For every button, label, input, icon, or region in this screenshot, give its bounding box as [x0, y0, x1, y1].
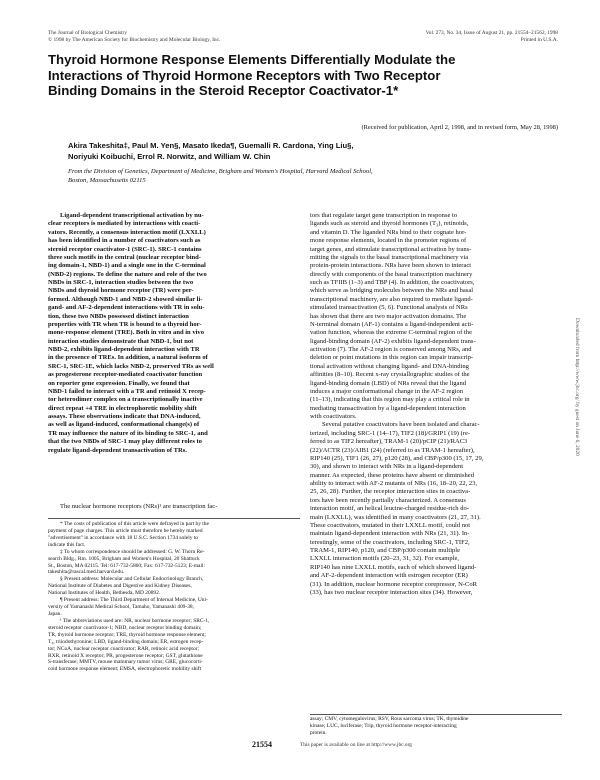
body-line: induces a major conformational change in the AF-2 region	[310, 387, 464, 395]
body-line: activation (7). The AF-2 region is conserved among NRs, and	[310, 346, 472, 353]
body-text-right-column	[310, 212, 562, 597]
body-line: directly with components of the basal transcription machinery	[310, 270, 473, 278]
abstract-line: on reporter gene expression. Finally, we found that	[48, 379, 190, 387]
body-line: terestingly, some of the coactivators, including SRC-1, TIF2,	[310, 538, 470, 546]
abstract-line: interaction studies demonstrate that NBD-1, but not	[48, 337, 194, 345]
abstract-line: NBDs in SRC-1, interaction studies between the two	[48, 279, 194, 286]
footnote-line: versity of Yamanashi Medical School, Tamaho, Yamanashi 409-38,	[48, 604, 195, 611]
abstract-line: NBD-2, exhibits ligand-dependent interaction with TR	[48, 346, 200, 353]
body-line: mitting the signals to the basal transcriptional machinery via	[310, 253, 469, 261]
received-dates: (Received for publication, April 2, 1998, and in revised form, May 28, 1998)	[361, 124, 558, 131]
page-number: 21554	[252, 740, 272, 749]
footnote-line: T₃, triiodothyronine; LBD, ligand-binding domain; ER, estrogen recep-	[48, 638, 204, 645]
abstract-line: properties with TR when TR is bound to a thyroid hor-	[48, 320, 202, 328]
abstract-line: vators. Recently, a consensus interaction motif (LXXLL)	[48, 228, 206, 236]
body-line: ligand-binding domain (AF-2) exhibits ligand-dependent trans-	[310, 337, 476, 345]
intro-paragraph	[48, 503, 300, 511]
abstract-line: has been identified in a number of coactivators such as	[48, 237, 201, 245]
body-line: and vitamin D. The liganded NRs bind to their cognate hor-	[310, 228, 467, 236]
body-line: 25, 26, 28). Further, the receptor interaction sites in coactiva-	[310, 488, 471, 496]
body-line: stimulated transactivation (5, 6). Functional analysis of NRs	[310, 304, 468, 312]
footnote-line: steroid receptor coactivator-1; NBD, nuclear receptor binding domain;	[48, 624, 202, 631]
printed-line: Printed in U.S.A.	[520, 36, 558, 43]
body-line: transcriptional machinery, are also required to mediate ligand-	[310, 295, 473, 303]
footnotes-continued	[310, 716, 562, 737]
affiliation-line: From the Division of Genetics, Department of Medicine, Brigham and Women's Hospital, Harvard Medical School,	[68, 168, 373, 175]
footnote-line: ‡ To whom correspondence should be addressed: G. W. Thorn Re-	[60, 548, 205, 555]
title-line: Thyroid Hormone Response Elements Differentially Modulate the	[48, 52, 456, 67]
body-line: These coactivators, mutated in their LXXLL motif, could not	[310, 521, 471, 529]
intro-line: The nuclear hormone receptors (NRs)¹ are transcription fac-	[60, 503, 218, 510]
body-line: RIP140 has nine LXXLL motifs, each of which showed ligand-	[310, 563, 477, 571]
body-line: vation function, whereas the extreme C-terminal region of the	[310, 329, 472, 337]
body-line: terized, including SRC-1 (14–17), TIF2 (18)/GRIP1 (19) (re-	[310, 429, 471, 437]
journal-name: The Journal of Biological Chemistry	[48, 30, 128, 36]
article-title	[48, 52, 558, 99]
footnote-line: * The costs of publication of this article were defrayed in part by the	[60, 521, 209, 527]
body-line: LXXLL interaction motifs (20–23, 31, 32). For example,	[310, 555, 460, 563]
copyright-line: © 1998 by The American Society for Biochemistry and Molecular Biology, Inc.	[48, 36, 221, 43]
footnote-line: National Institutes of Health, Bethesda, MD 20892.	[48, 590, 161, 597]
abstract-line: steroid receptor coactivator-1 (SRC-1). SRC-1 contains	[48, 245, 202, 253]
body-line: ferred to as TIF2 hereafter), TRAM-1 (20)/pCIP (21)/RAC3	[310, 438, 468, 446]
abstract-line: NBDs and thyroid hormone receptor (TR) were per-	[48, 287, 194, 295]
author-line: Noriyuki Koibuchi, Errol R. Norwitz, and William W. Chin	[68, 151, 271, 161]
body-line: main (LXXLL), was identified in many coactivators (21, 27, 31).	[310, 513, 481, 521]
footnote-line: protein.	[310, 729, 327, 736]
abstract	[48, 212, 300, 455]
footnote-line: TR, thyroid hormone receptor; TRE, thyroid hormone response element;	[48, 631, 206, 638]
footnote-line: takeshita@rascal.med.harvard.edu.	[48, 569, 125, 576]
abstract-line: as progesterone receptor-mediated coactivator function	[48, 371, 203, 379]
journal-header-left	[48, 30, 220, 43]
footnote-line: assay; CMV, cytomegalovirus; RSV, Rous sarcoma virus; TK, thymidine	[310, 716, 469, 722]
title-line: Binding Domains in the Steroid Receptor Coactivator-1*	[48, 83, 399, 98]
author-line: Akira Takeshita‡, Paul M. Yen§, Masato Ikeda¶, Guemalli R. Cardona, Ying Liu§,	[68, 141, 354, 150]
footnote-line: ¹ The abbreviations used are: NR, nuclear hormone receptor; SRC-1,	[60, 617, 210, 624]
footnote-line: National Institute of Diabetes and Digestive and Kidney Diseases,	[48, 583, 192, 590]
abstract-line: tor heterodimer complex on a transcriptionally inactive	[48, 396, 203, 404]
footnote-line: tor; NCoA, nuclear receptor coactivator; RAR, retinoic acid receptor;	[48, 645, 199, 652]
abstract-line: ing domain-1, NBD-1) and a single one in the C-terminal	[48, 262, 206, 270]
body-line: and AF-2-dependent interaction with estrogen receptor (ER)	[310, 572, 468, 580]
footnote-line: "advertisement" in accordance with 18 U.S.C. Section 1734 solely to	[48, 534, 199, 541]
footnote-line: Japan.	[48, 610, 62, 617]
footnote-line: § Present address: Molecular and Cellular Endocrinology Branch,	[60, 576, 204, 583]
body-line: ability to interact with AF-2 mutants of NRs (16, 18–20, 22, 23,	[310, 480, 478, 487]
body-line: (31). In addition, nuclear hormone receptor corepressor, N-CoR	[310, 580, 477, 588]
footnote-line: search Bldg., Rm. 1005, Brigham and Women's Hospital, 20 Shattuck	[48, 555, 200, 562]
abstract-line: mone-response element (TRE). Both in vitro and in vivo	[48, 329, 204, 337]
affiliation-line: Boston, Massachusetts 02115	[68, 177, 146, 184]
body-line: with coactivators.	[310, 413, 357, 420]
abstract-line: in the presence of TREs. In addition, a natural isoform of	[48, 354, 208, 362]
footnote-line: kinase; LUC, luciferase; Trip, thyroid hormone receptor-interacting	[310, 722, 457, 729]
abstract-line: as well as ligand-induced, conformational change(s) of	[48, 421, 200, 429]
body-line: mediating transactivation by a ligand-dependent interaction	[310, 404, 466, 412]
body-line: TRAM-1, RIP140, p120, and CBP/p300 contain multiple	[310, 547, 461, 554]
body-line: such as TFIIB (1–3) and TBP (4). In addition, the coactivators,	[310, 279, 475, 286]
body-line: has shown that there are two major activation domains. The	[310, 312, 467, 320]
abstract-line: NBD-1 failed to interact with a TR and retinoid X recep-	[48, 387, 206, 395]
author-list	[68, 141, 558, 162]
body-line: interaction motif, an helical leucine-charged residue-rich do-	[310, 505, 469, 513]
body-line: (33), has two nuclear receptor interaction sites (34). However,	[310, 588, 473, 596]
footnote-line: St., Boston, MA 02115. Tel: 617-732-5860; Fax: 617-732-5123; E-mail:	[48, 562, 206, 569]
body-line: tors that regulate target gene transcription in response to	[310, 212, 458, 219]
abstract-line: Ligand-dependent transcriptional activation by nu-	[60, 212, 204, 219]
body-line: target genes, and stimulate transcriptional activation by trans-	[310, 245, 472, 253]
footnote-line: indicate this fact.	[48, 541, 86, 548]
body-line: N-terminal domain (AF-1) contains a ligand-independent acti-	[310, 320, 474, 328]
affiliation	[68, 167, 488, 185]
body-line: (11–13), indicating that this region may play a critical role in	[310, 396, 470, 404]
footnote-divider-right	[310, 714, 562, 715]
abstract-line: assays. These observations indicate that DNA-induced,	[48, 413, 201, 420]
body-line: RIP140 (25), TIF1 (26, 27), p120 (28), and CBP/p300 (15, 17, 29,	[310, 454, 484, 462]
body-line: ligands such as steroid and thyroid hormones (T₃), retinoids,	[310, 220, 469, 228]
abstract-line: that the two NBDs of SRC-1 may play different roles to	[48, 438, 202, 446]
body-line: protein-protein interactions. NRs have been shown to interact	[310, 262, 472, 270]
abstract-line: formed. Although NBD-1 and NBD-2 showed similar li-	[48, 295, 203, 303]
body-line: tors have been recently partially characterized. A consensus	[310, 496, 466, 504]
body-line: which serve as bridging molecules between the NRs and basal	[310, 287, 474, 295]
body-line: Several putative coactivators have been isolated and charac-	[322, 421, 480, 429]
body-line: ligand-binding domain (LBD) of NRs reveal that the ligand	[310, 379, 466, 387]
volume-line: Vol. 273, No. 34, Issue of August 21, pp. 21554–21562, 1998	[425, 30, 558, 36]
body-line: maintain ligand-dependent interaction with NRs (21, 31). In-	[310, 530, 470, 538]
abstract-line: (NBD-2) regions. To define the nature and role of the two	[48, 270, 207, 278]
body-line: affinities (8–10). Recent x-ray crystallographic studies of the	[310, 371, 470, 379]
abstract-line: gand- and AF-2-dependent interactions with TR in solu-	[48, 304, 205, 312]
footnote-divider	[48, 518, 300, 519]
abstract-line: direct repeat +4 TRE in electrophoretic mobility shift	[48, 404, 197, 412]
footnote-line: payment of page charges. This article must therefore be hereby marked	[48, 527, 203, 534]
footnote-line: ¶ Present address: The Third Department of Internal Medicine, Uni-	[60, 597, 208, 604]
abstract-line: TR may influence the nature of its binding to SRC-1, and	[48, 429, 208, 437]
abstract-line: three such motifs in the central (nuclear receptor bind-	[48, 253, 201, 261]
abstract-line: SRC-1, SRC-1E, which lacks NBD-2, preserved TRs as well	[48, 362, 214, 370]
body-line: tional activation without changing ligand- and DNA-binding	[310, 362, 469, 370]
journal-header-right	[398, 30, 558, 43]
footnote-line: S-transferase; MMTV, mouse mammary tumor virus; GRE, glucocorti-	[48, 659, 203, 666]
body-line: (22)/ACTR (23)/AIB1 (24) (referred to as TRAM-1 hereafter),	[310, 446, 475, 454]
title-line: Interactions of Thyroid Hormone Receptors with Two Receptor	[48, 67, 441, 83]
download-watermark: Downloaded from http://www.jbc.org/ by guest on June 6, 2020	[574, 318, 580, 456]
abstract-line: clear receptors is mediated by interactions with coacti-	[48, 220, 201, 228]
abstract-line: regulate ligand-dependent transactivation of TRs.	[48, 446, 187, 454]
body-line: 30), and shown to interact with NRs in a ligand-dependent	[310, 463, 464, 471]
footnote-line: coid hormone response element; EMSA, electrophoretic mobility shift	[48, 666, 202, 673]
body-line: mone response elements, located in the promoter regions of	[310, 237, 467, 245]
abstract-line: tion, these two NBDs possessed distinct interaction	[48, 312, 189, 320]
footnote-line: RXR, retinoid X receptor; PR, progesterone receptor; GST, glutathione	[48, 652, 203, 659]
online-availability-note: This paper is available on line at http://www.jbc.org	[300, 742, 412, 748]
body-line: manner. As expected, these proteins have absent or diminished	[310, 471, 474, 479]
footnotes	[48, 521, 300, 673]
body-line: deletion or point mutations in this region can impair transcrip-	[310, 354, 474, 362]
